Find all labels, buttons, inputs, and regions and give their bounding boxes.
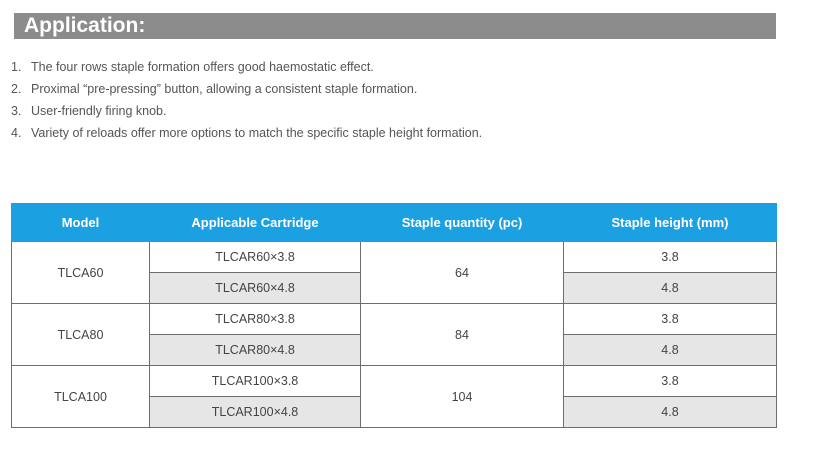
list-text: The four rows staple formation offers good haemostatic effect. bbox=[31, 60, 374, 74]
list-text: User-friendly firing knob. bbox=[31, 104, 167, 118]
table-row bbox=[12, 366, 777, 397]
list-text: Proximal “pre-pressing” button, allowing a consistent staple formation. bbox=[31, 82, 418, 96]
model-cell: TLCA80 bbox=[12, 304, 150, 366]
height-cell: 3.8 bbox=[564, 242, 777, 273]
quantity-cell: 84 bbox=[361, 304, 564, 366]
cartridge-cell: TLCAR60×4.8 bbox=[150, 273, 361, 304]
cartridge-cell: TLCAR80×4.8 bbox=[150, 335, 361, 366]
cartridge-cell: TLCAR60×3.8 bbox=[150, 242, 361, 273]
header-quantity: Staple quantity (pc) bbox=[361, 204, 564, 242]
list-item bbox=[11, 102, 482, 124]
cartridge-cell: TLCAR100×3.8 bbox=[150, 366, 361, 397]
height-cell: 4.8 bbox=[564, 397, 777, 428]
table-header-row bbox=[12, 204, 777, 242]
header-height: Staple height (mm) bbox=[564, 204, 777, 242]
height-cell: 4.8 bbox=[564, 273, 777, 304]
height-cell: 3.8 bbox=[564, 366, 777, 397]
table-row bbox=[12, 242, 777, 273]
header-cartridge: Applicable Cartridge bbox=[150, 204, 361, 242]
section-title: Application: bbox=[14, 13, 776, 39]
quantity-cell: 104 bbox=[361, 366, 564, 428]
feature-list bbox=[11, 58, 482, 146]
height-cell: 3.8 bbox=[564, 304, 777, 335]
header-model: Model bbox=[12, 204, 150, 242]
list-number: 4. bbox=[11, 126, 22, 140]
model-cell: TLCA60 bbox=[12, 242, 150, 304]
list-number: 1. bbox=[11, 60, 22, 74]
cartridge-cell: TLCAR100×4.8 bbox=[150, 397, 361, 428]
model-cell: TLCA100 bbox=[12, 366, 150, 428]
spec-table bbox=[11, 203, 777, 428]
list-item bbox=[11, 80, 482, 102]
list-item bbox=[11, 58, 482, 80]
list-number: 3. bbox=[11, 104, 22, 118]
list-text: Variety of reloads offer more options to match the specific staple height formation. bbox=[31, 126, 483, 140]
quantity-cell: 64 bbox=[361, 242, 564, 304]
list-item bbox=[11, 124, 482, 146]
table-row bbox=[12, 304, 777, 335]
cartridge-cell: TLCAR80×3.8 bbox=[150, 304, 361, 335]
height-cell: 4.8 bbox=[564, 335, 777, 366]
list-number: 2. bbox=[11, 82, 22, 96]
